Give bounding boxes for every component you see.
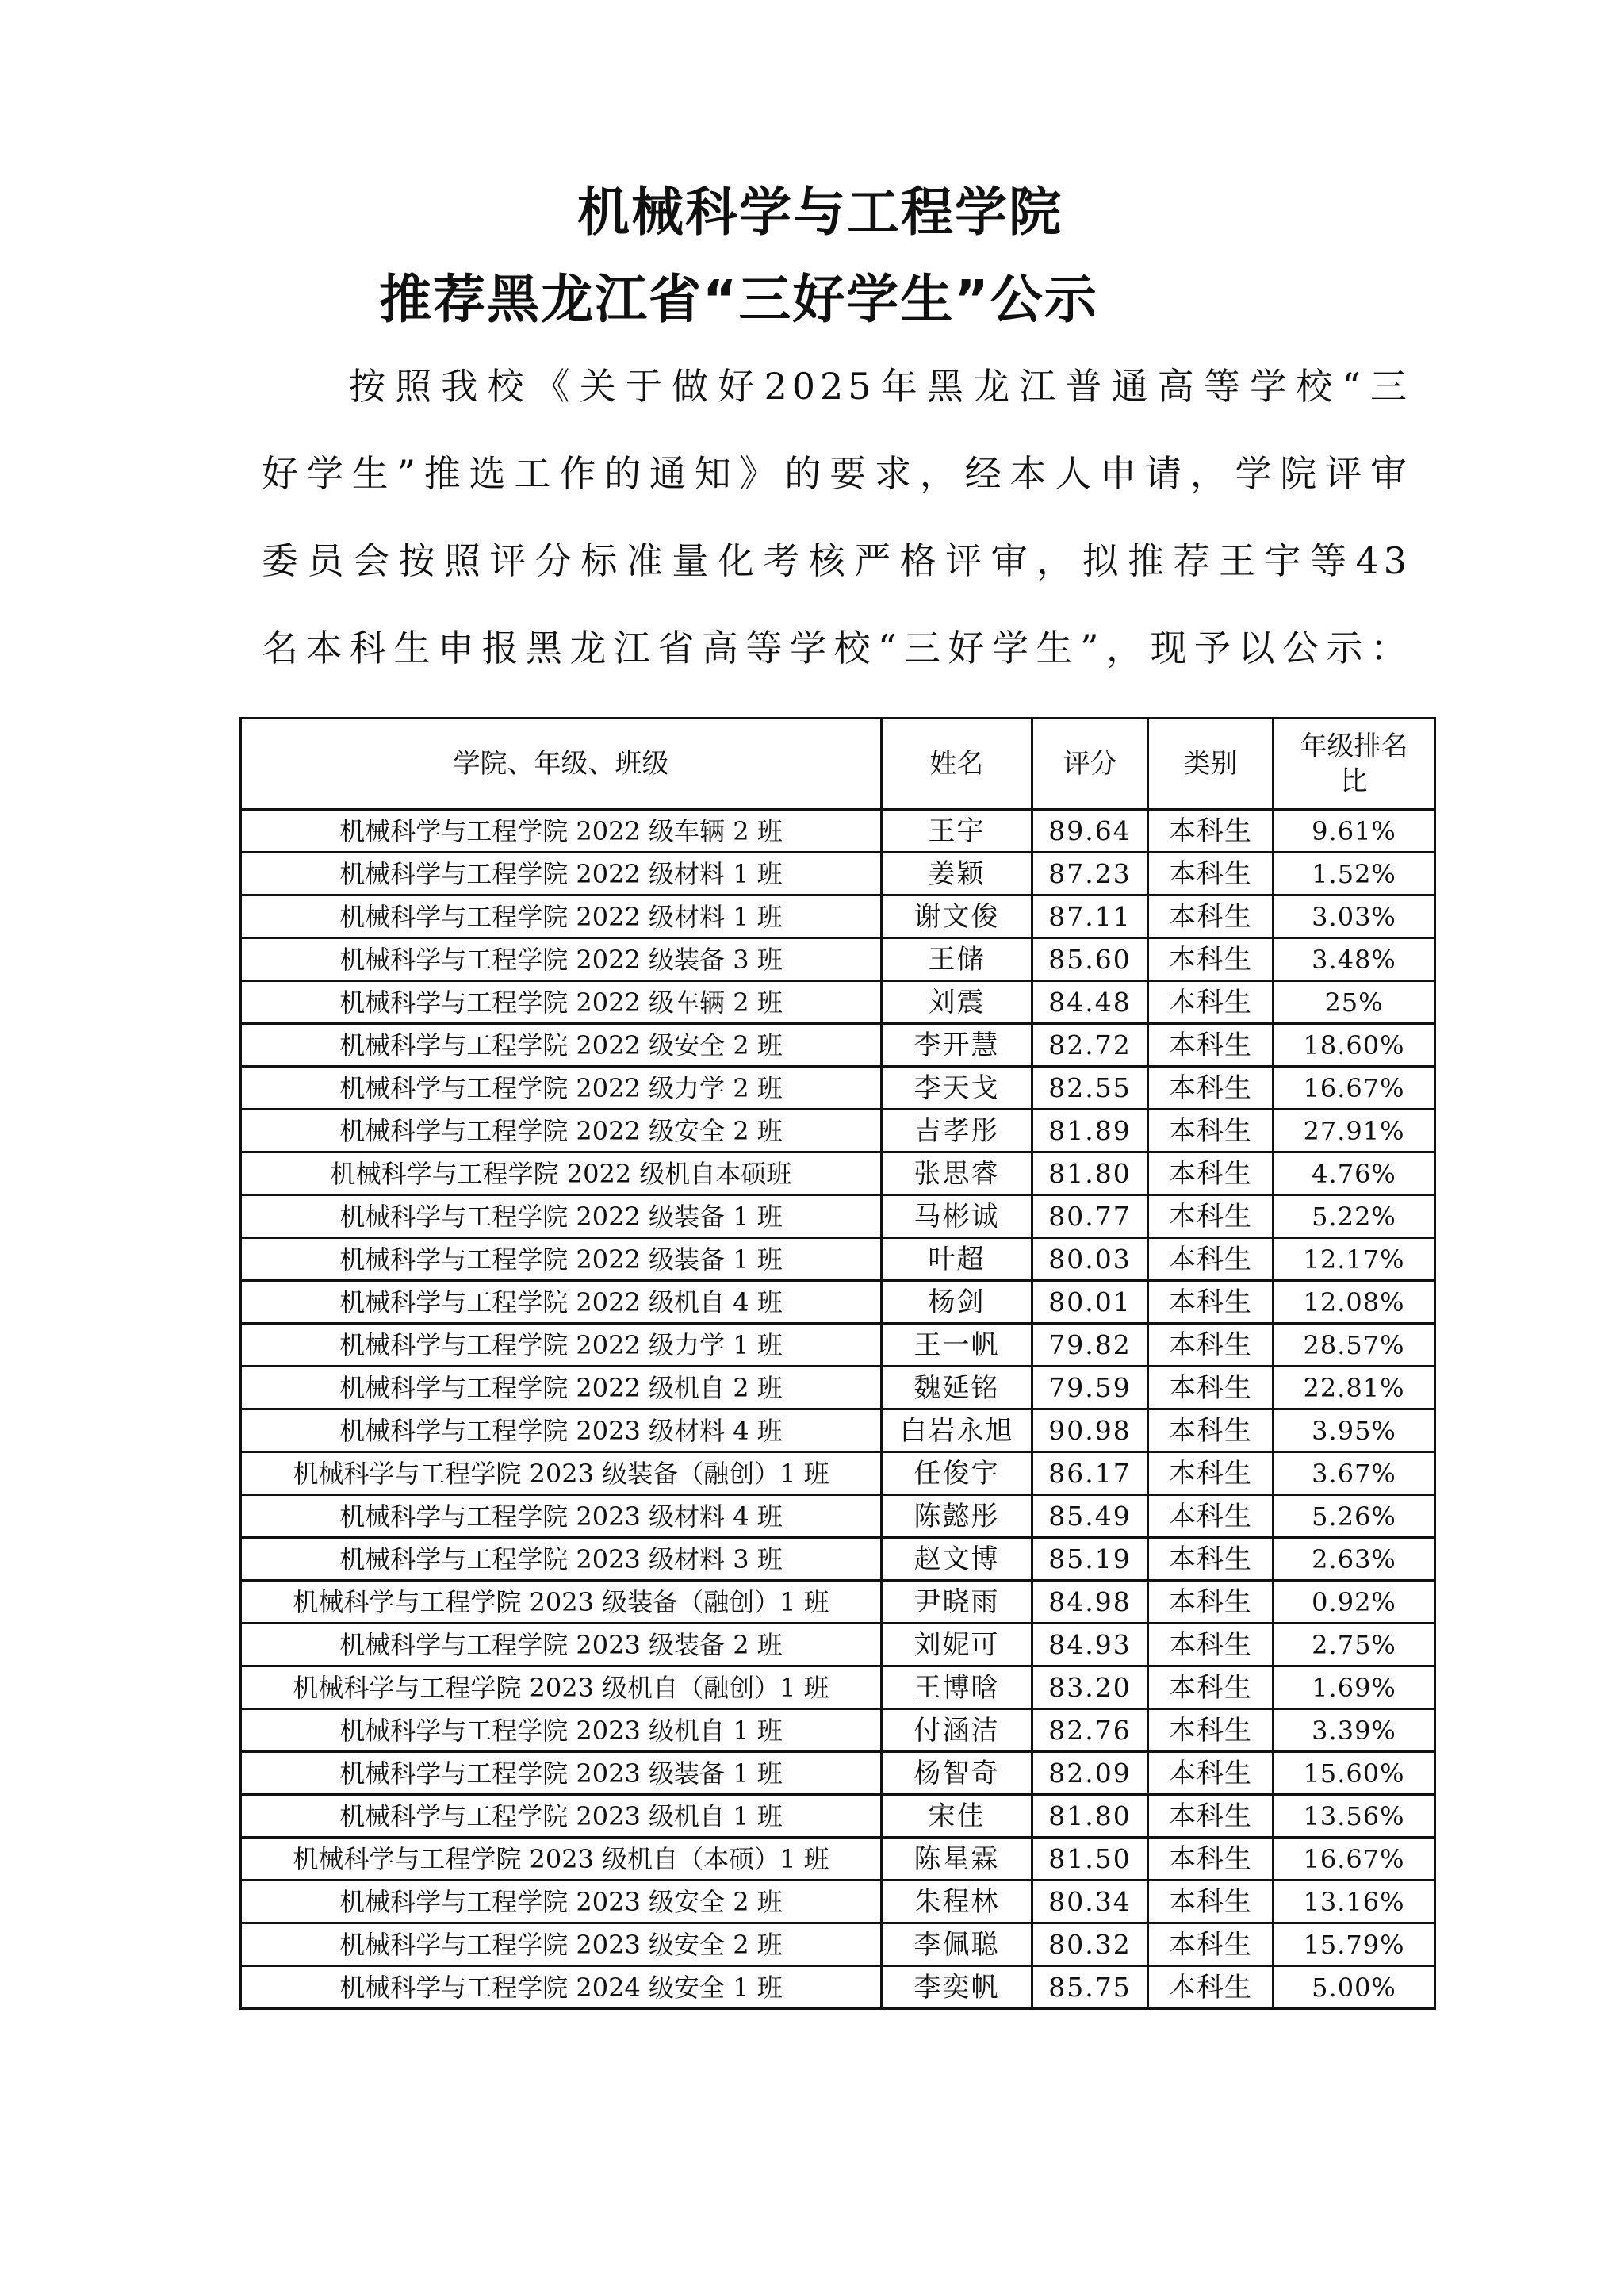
cell-score: 83.20 bbox=[1032, 1666, 1148, 1709]
table-row bbox=[241, 1110, 1435, 1152]
cell-score: 81.89 bbox=[1032, 1110, 1148, 1152]
cell-rank: 3.95% bbox=[1274, 1409, 1435, 1452]
cell-category: 本科生 bbox=[1148, 1795, 1274, 1838]
cell-rank: 22.81% bbox=[1274, 1367, 1435, 1409]
cell-name: 李佩聪 bbox=[882, 1923, 1032, 1966]
cell-name: 赵文博 bbox=[882, 1538, 1032, 1581]
cell-score: 82.76 bbox=[1032, 1709, 1148, 1752]
table-row bbox=[241, 1795, 1435, 1838]
table-row bbox=[241, 1238, 1435, 1281]
cell-rank: 13.56% bbox=[1274, 1795, 1435, 1838]
cell-class: 机械科学与工程学院 2023 级装备（融创）1 班 bbox=[241, 1581, 882, 1624]
cell-class: 机械科学与工程学院 2022 级装备 1 班 bbox=[241, 1195, 882, 1238]
cell-category: 本科生 bbox=[1148, 1281, 1274, 1324]
table-row bbox=[241, 1666, 1435, 1709]
cell-class: 机械科学与工程学院 2023 级装备 2 班 bbox=[241, 1624, 882, 1666]
cell-class: 机械科学与工程学院 2022 级装备 3 班 bbox=[241, 938, 882, 981]
table-row bbox=[241, 1966, 1435, 2009]
cell-score: 85.60 bbox=[1032, 938, 1148, 981]
cell-class: 机械科学与工程学院 2023 级材料 4 班 bbox=[241, 1495, 882, 1538]
table-row bbox=[241, 1752, 1435, 1795]
cell-rank: 1.52% bbox=[1274, 853, 1435, 895]
table-row bbox=[241, 1538, 1435, 1581]
cell-name: 吉孝彤 bbox=[882, 1110, 1032, 1152]
cell-name: 王博晗 bbox=[882, 1666, 1032, 1709]
table-row bbox=[241, 1581, 1435, 1624]
table-row bbox=[241, 1067, 1435, 1110]
cell-rank: 3.48% bbox=[1274, 938, 1435, 981]
cell-score: 82.55 bbox=[1032, 1067, 1148, 1110]
cell-class: 机械科学与工程学院 2023 级机自（本硕）1 班 bbox=[241, 1838, 882, 1881]
table-row bbox=[241, 1624, 1435, 1666]
header-score: 评分 bbox=[1032, 719, 1148, 810]
cell-rank: 12.08% bbox=[1274, 1281, 1435, 1324]
cell-rank: 28.57% bbox=[1274, 1324, 1435, 1367]
cell-class: 机械科学与工程学院 2023 级材料 4 班 bbox=[241, 1409, 882, 1452]
intro-paragraph bbox=[262, 343, 1411, 692]
cell-rank: 2.75% bbox=[1274, 1624, 1435, 1666]
cell-name: 魏延铭 bbox=[882, 1367, 1032, 1409]
cell-category: 本科生 bbox=[1148, 1324, 1274, 1367]
cell-name: 李天戈 bbox=[882, 1067, 1032, 1110]
intro-line: 名本科生申报黑龙江省高等学校“三好学生”，现予以公示： bbox=[262, 627, 1411, 669]
cell-rank: 16.67% bbox=[1274, 1838, 1435, 1881]
header-name: 姓名 bbox=[882, 719, 1032, 810]
table-header-row bbox=[241, 719, 1435, 810]
table-row bbox=[241, 1024, 1435, 1067]
cell-category: 本科生 bbox=[1148, 1666, 1274, 1709]
cell-category: 本科生 bbox=[1148, 1409, 1274, 1452]
cell-category: 本科生 bbox=[1148, 1752, 1274, 1795]
cell-class: 机械科学与工程学院 2022 级力学 1 班 bbox=[241, 1324, 882, 1367]
cell-score: 82.09 bbox=[1032, 1752, 1148, 1795]
table-row bbox=[241, 853, 1435, 895]
cell-rank: 5.26% bbox=[1274, 1495, 1435, 1538]
cell-score: 81.80 bbox=[1032, 1152, 1148, 1195]
header-class: 学院、年级、班级 bbox=[241, 719, 882, 810]
cell-category: 本科生 bbox=[1148, 1881, 1274, 1923]
cell-score: 80.34 bbox=[1032, 1881, 1148, 1923]
cell-class: 机械科学与工程学院 2022 级力学 2 班 bbox=[241, 1067, 882, 1110]
cell-category: 本科生 bbox=[1148, 938, 1274, 981]
cell-class: 机械科学与工程学院 2022 级车辆 2 班 bbox=[241, 810, 882, 853]
intro-line: 好学生”推选工作的通知》的要求，经本人申请，学院评审 bbox=[262, 452, 1411, 495]
nominee-table bbox=[239, 717, 1436, 2010]
cell-category: 本科生 bbox=[1148, 1624, 1274, 1666]
table-row bbox=[241, 1367, 1435, 1409]
table-row bbox=[241, 1281, 1435, 1324]
cell-name: 王储 bbox=[882, 938, 1032, 981]
cell-name: 叶超 bbox=[882, 1238, 1032, 1281]
cell-rank: 3.03% bbox=[1274, 895, 1435, 938]
cell-class: 机械科学与工程学院 2023 级安全 2 班 bbox=[241, 1881, 882, 1923]
cell-score: 82.72 bbox=[1032, 1024, 1148, 1067]
cell-score: 89.64 bbox=[1032, 810, 1148, 853]
cell-name: 李奕帆 bbox=[882, 1966, 1032, 2009]
table-row bbox=[241, 1709, 1435, 1752]
cell-category: 本科生 bbox=[1148, 981, 1274, 1024]
cell-category: 本科生 bbox=[1148, 1495, 1274, 1538]
cell-rank: 4.76% bbox=[1274, 1152, 1435, 1195]
cell-class: 机械科学与工程学院 2022 级安全 2 班 bbox=[241, 1110, 882, 1152]
cell-score: 80.01 bbox=[1032, 1281, 1148, 1324]
cell-name: 付涵洁 bbox=[882, 1709, 1032, 1752]
cell-score: 81.50 bbox=[1032, 1838, 1148, 1881]
header-rank: 年级排名比 bbox=[1274, 719, 1435, 810]
cell-class: 机械科学与工程学院 2023 级机自 1 班 bbox=[241, 1709, 882, 1752]
cell-score: 85.19 bbox=[1032, 1538, 1148, 1581]
cell-name: 姜颖 bbox=[882, 853, 1032, 895]
cell-category: 本科生 bbox=[1148, 895, 1274, 938]
cell-rank: 5.22% bbox=[1274, 1195, 1435, 1238]
cell-score: 79.82 bbox=[1032, 1324, 1148, 1367]
cell-class: 机械科学与工程学院 2023 级材料 3 班 bbox=[241, 1538, 882, 1581]
cell-class: 机械科学与工程学院 2022 级装备 1 班 bbox=[241, 1238, 882, 1281]
cell-score: 80.03 bbox=[1032, 1238, 1148, 1281]
cell-name: 陈懿彤 bbox=[882, 1495, 1032, 1538]
cell-class: 机械科学与工程学院 2023 级装备 1 班 bbox=[241, 1752, 882, 1795]
cell-category: 本科生 bbox=[1148, 1581, 1274, 1624]
table-row bbox=[241, 1409, 1435, 1452]
cell-category: 本科生 bbox=[1148, 1195, 1274, 1238]
cell-rank: 3.39% bbox=[1274, 1709, 1435, 1752]
table-row bbox=[241, 810, 1435, 853]
cell-class: 机械科学与工程学院 2023 级机自 1 班 bbox=[241, 1795, 882, 1838]
cell-rank: 13.16% bbox=[1274, 1881, 1435, 1923]
table-body bbox=[241, 810, 1435, 2009]
table-row bbox=[241, 1452, 1435, 1495]
cell-class: 机械科学与工程学院 2024 级安全 1 班 bbox=[241, 1966, 882, 2009]
cell-class: 机械科学与工程学院 2022 级车辆 2 班 bbox=[241, 981, 882, 1024]
table-row bbox=[241, 1838, 1435, 1881]
cell-score: 84.93 bbox=[1032, 1624, 1148, 1666]
cell-score: 81.80 bbox=[1032, 1795, 1148, 1838]
cell-class: 机械科学与工程学院 2022 级材料 1 班 bbox=[241, 895, 882, 938]
cell-name: 尹晓雨 bbox=[882, 1581, 1032, 1624]
cell-name: 刘震 bbox=[882, 981, 1032, 1024]
cell-rank: 0.92% bbox=[1274, 1581, 1435, 1624]
cell-rank: 9.61% bbox=[1274, 810, 1435, 853]
cell-name: 王宇 bbox=[882, 810, 1032, 853]
cell-category: 本科生 bbox=[1148, 1838, 1274, 1881]
table-row bbox=[241, 1324, 1435, 1367]
intro-line: 按照我校《关于做好2025年黑龙江普通高等学校“三 bbox=[349, 365, 1411, 408]
table-row bbox=[241, 1495, 1435, 1538]
cell-rank: 15.79% bbox=[1274, 1923, 1435, 1966]
cell-name: 任俊宇 bbox=[882, 1452, 1032, 1495]
cell-name: 白岩永旭 bbox=[882, 1409, 1032, 1452]
cell-score: 90.98 bbox=[1032, 1409, 1148, 1452]
page-title: 机械科学与工程学院 bbox=[577, 182, 1063, 243]
cell-category: 本科生 bbox=[1148, 1709, 1274, 1752]
cell-category: 本科生 bbox=[1148, 1452, 1274, 1495]
cell-category: 本科生 bbox=[1148, 1238, 1274, 1281]
cell-name: 李开慧 bbox=[882, 1024, 1032, 1067]
cell-class: 机械科学与工程学院 2022 级安全 2 班 bbox=[241, 1024, 882, 1067]
table-row bbox=[241, 1152, 1435, 1195]
cell-category: 本科生 bbox=[1148, 1367, 1274, 1409]
table-row bbox=[241, 1923, 1435, 1966]
cell-score: 85.49 bbox=[1032, 1495, 1148, 1538]
cell-rank: 25% bbox=[1274, 981, 1435, 1024]
cell-name: 杨剑 bbox=[882, 1281, 1032, 1324]
cell-category: 本科生 bbox=[1148, 1024, 1274, 1067]
cell-class: 机械科学与工程学院 2022 级机自 4 班 bbox=[241, 1281, 882, 1324]
cell-name: 刘妮可 bbox=[882, 1624, 1032, 1666]
cell-category: 本科生 bbox=[1148, 1966, 1274, 2009]
cell-rank: 3.67% bbox=[1274, 1452, 1435, 1495]
cell-name: 杨智奇 bbox=[882, 1752, 1032, 1795]
cell-class: 机械科学与工程学院 2023 级机自（融创）1 班 bbox=[241, 1666, 882, 1709]
table-row bbox=[241, 938, 1435, 981]
cell-name: 宋佳 bbox=[882, 1795, 1032, 1838]
cell-rank: 12.17% bbox=[1274, 1238, 1435, 1281]
table-row bbox=[241, 1881, 1435, 1923]
cell-category: 本科生 bbox=[1148, 853, 1274, 895]
cell-rank: 5.00% bbox=[1274, 1966, 1435, 2009]
cell-rank: 16.67% bbox=[1274, 1067, 1435, 1110]
page-subtitle: 推荐黑龙江省“三好学生”公示 bbox=[379, 269, 1098, 330]
cell-category: 本科生 bbox=[1148, 1110, 1274, 1152]
cell-score: 84.98 bbox=[1032, 1581, 1148, 1624]
cell-score: 80.77 bbox=[1032, 1195, 1148, 1238]
table-row bbox=[241, 1195, 1435, 1238]
cell-score: 85.75 bbox=[1032, 1966, 1148, 2009]
cell-name: 张思睿 bbox=[882, 1152, 1032, 1195]
cell-class: 机械科学与工程学院 2023 级装备（融创）1 班 bbox=[241, 1452, 882, 1495]
cell-score: 79.59 bbox=[1032, 1367, 1148, 1409]
cell-class: 机械科学与工程学院 2022 级机自本硕班 bbox=[241, 1152, 882, 1195]
cell-class: 机械科学与工程学院 2023 级安全 2 班 bbox=[241, 1923, 882, 1966]
cell-score: 87.11 bbox=[1032, 895, 1148, 938]
table-row bbox=[241, 895, 1435, 938]
cell-category: 本科生 bbox=[1148, 1538, 1274, 1581]
cell-name: 谢文俊 bbox=[882, 895, 1032, 938]
cell-name: 王一帆 bbox=[882, 1324, 1032, 1367]
cell-score: 87.23 bbox=[1032, 853, 1148, 895]
cell-score: 84.48 bbox=[1032, 981, 1148, 1024]
cell-rank: 18.60% bbox=[1274, 1024, 1435, 1067]
cell-rank: 27.91% bbox=[1274, 1110, 1435, 1152]
cell-category: 本科生 bbox=[1148, 1067, 1274, 1110]
cell-rank: 2.63% bbox=[1274, 1538, 1435, 1581]
header-category: 类别 bbox=[1148, 719, 1274, 810]
table-row bbox=[241, 981, 1435, 1024]
cell-name: 马彬诚 bbox=[882, 1195, 1032, 1238]
cell-rank: 15.60% bbox=[1274, 1752, 1435, 1795]
cell-category: 本科生 bbox=[1148, 810, 1274, 853]
cell-class: 机械科学与工程学院 2022 级材料 1 班 bbox=[241, 853, 882, 895]
intro-line: 委员会按照评分标准量化考核严格评审，拟推荐王宇等43 bbox=[262, 539, 1411, 582]
cell-category: 本科生 bbox=[1148, 1923, 1274, 1966]
cell-class: 机械科学与工程学院 2022 级机自 2 班 bbox=[241, 1367, 882, 1409]
cell-rank: 1.69% bbox=[1274, 1666, 1435, 1709]
cell-score: 86.17 bbox=[1032, 1452, 1148, 1495]
cell-name: 陈星霖 bbox=[882, 1838, 1032, 1881]
cell-category: 本科生 bbox=[1148, 1152, 1274, 1195]
cell-name: 朱程林 bbox=[882, 1881, 1032, 1923]
cell-score: 80.32 bbox=[1032, 1923, 1148, 1966]
